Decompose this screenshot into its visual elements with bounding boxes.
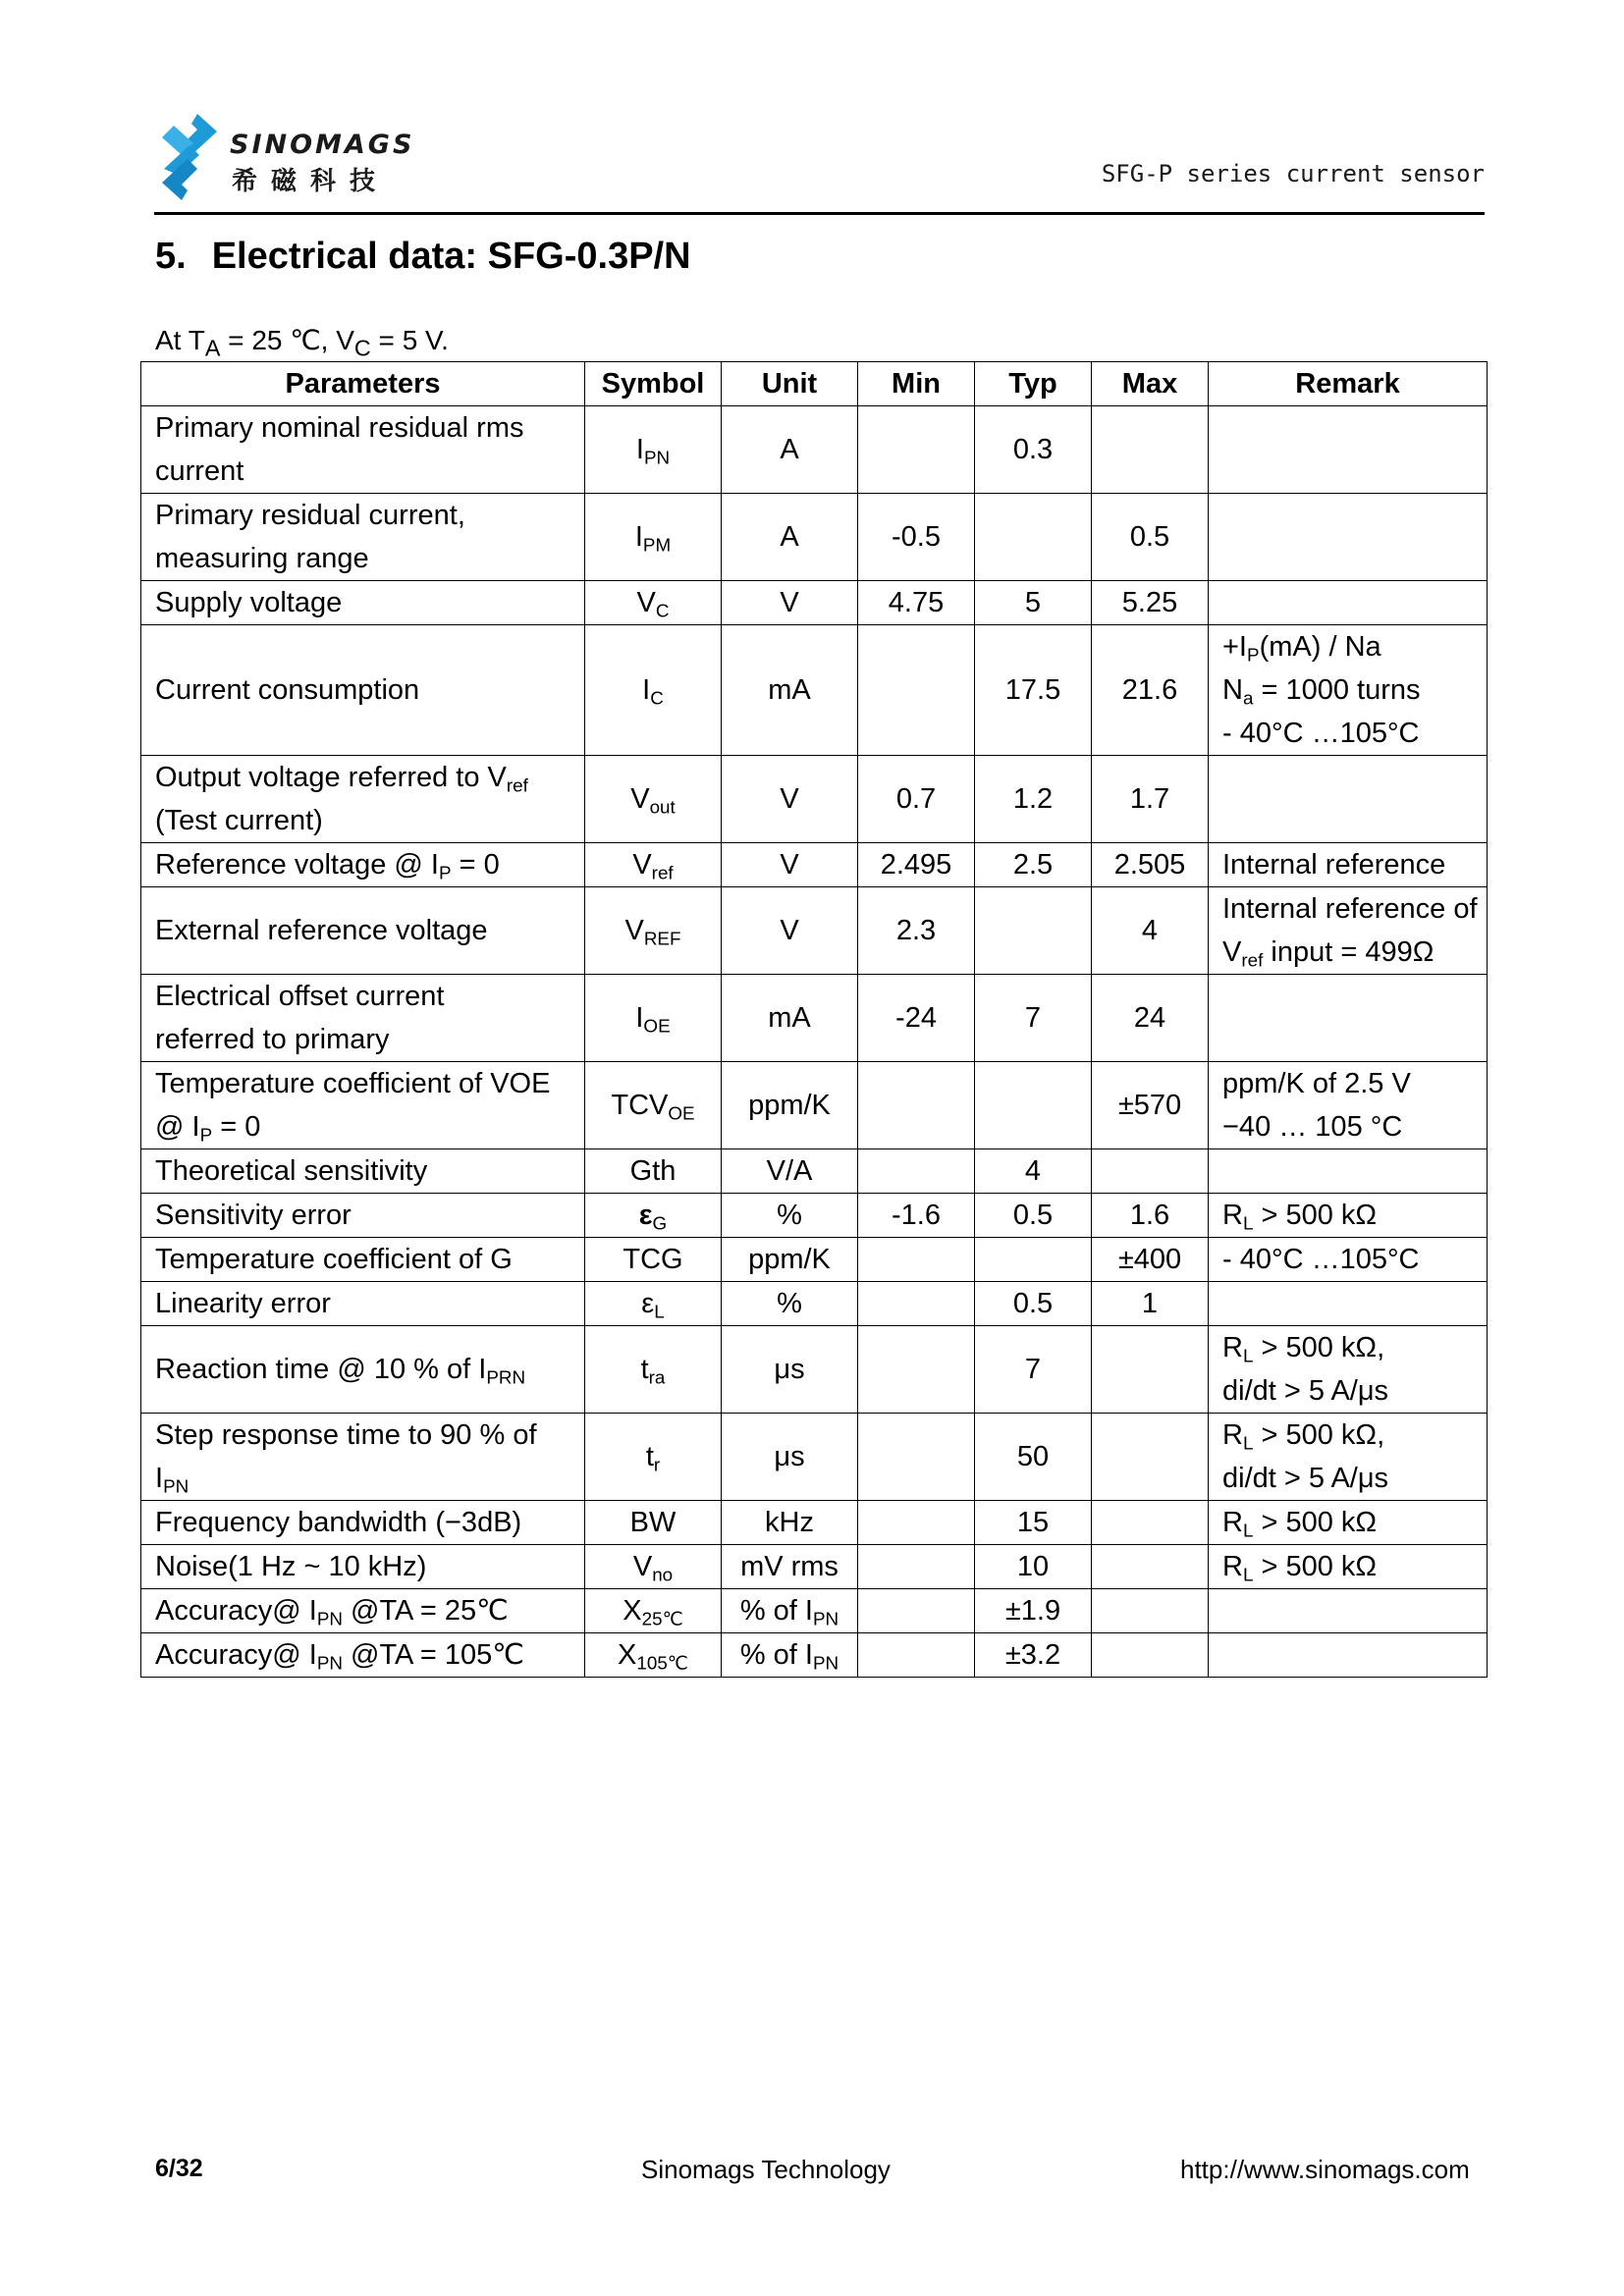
cell-min [858, 1545, 975, 1589]
cell-max [1092, 1414, 1209, 1501]
cell-symbol: $X_{105℃}$ [585, 1633, 722, 1678]
cell-symbol: $\varepsilon_L$ [585, 1282, 722, 1326]
table-header-row [141, 362, 1488, 406]
table-row [141, 1238, 1488, 1282]
cell-symbol: $V_C$ [585, 581, 722, 625]
cell-min [858, 1326, 975, 1414]
cell-unit: mA [722, 625, 858, 756]
cell-typ: 17.5 [975, 625, 1092, 756]
cell-typ: 4 [975, 1149, 1092, 1194]
cell-param: Temperature coefficient of VOE @ $I_P = 0$ [141, 1062, 585, 1149]
section-title-text: Electrical data: SFG-0.3P/N [211, 236, 691, 277]
cell-unit: % [722, 1194, 858, 1238]
cell-remark [1209, 494, 1488, 581]
cell-remark: - 40°C …105°C [1209, 1238, 1488, 1282]
cell-min [858, 1062, 975, 1149]
footer-url[interactable]: http://www.sinomags.com [1180, 2155, 1470, 2184]
cell-param: Output voltage referred to $V_{ref}$ (Test current) [141, 756, 585, 843]
cell-param: Linearity error [141, 1282, 585, 1326]
cell-max [1092, 1545, 1209, 1589]
cell-param: Reaction time @ 10 % of $I_{PRN}$ [141, 1326, 585, 1414]
cell-unit: ppm/K [722, 1062, 858, 1149]
cell-param: Theoretical sensitivity [141, 1149, 585, 1194]
cell-unit: V [722, 581, 858, 625]
cell-unit: μs [722, 1414, 858, 1501]
cell-typ: 50 [975, 1414, 1092, 1501]
cell-min [858, 625, 975, 756]
cell-typ: 0.3 [975, 406, 1092, 494]
table-row [141, 843, 1488, 887]
cell-unit: % of $I_{PN}$ [722, 1589, 858, 1633]
cell-symbol: $t_{ra}$ [585, 1326, 722, 1414]
cell-remark: ppm/K of 2.5 V −40 … 105 °C [1209, 1062, 1488, 1149]
footer-company: Sinomags Technology [641, 2155, 891, 2184]
cell-param: Supply voltage [141, 581, 585, 625]
cell-typ: 15 [975, 1501, 1092, 1545]
cell-max: 24 [1092, 975, 1209, 1062]
table-row [141, 1545, 1488, 1589]
cell-remark [1209, 1633, 1488, 1678]
cell-typ: ±3.2 [975, 1633, 1092, 1678]
cell-min [858, 1149, 975, 1194]
cell-max: 1.6 [1092, 1194, 1209, 1238]
cell-param: Accuracy@ $I_{PN}$ @TA = 25℃ [141, 1589, 585, 1633]
cell-param: Frequency bandwidth (−3dB) [141, 1501, 585, 1545]
cell-symbol: Gth [585, 1149, 722, 1194]
cell-typ [975, 1238, 1092, 1282]
cell-remark [1209, 1589, 1488, 1633]
table-row [141, 494, 1488, 581]
cell-symbol: $\varepsilon_G$ [585, 1194, 722, 1238]
cell-typ: 7 [975, 975, 1092, 1062]
section-number: 5. [155, 236, 187, 277]
cell-symbol: BW [585, 1501, 722, 1545]
cell-symbol: $X_{25℃}$ [585, 1589, 722, 1633]
cell-param: Reference voltage @ $I_P = 0$ [141, 843, 585, 887]
cell-symbol: $t_r$ [585, 1414, 722, 1501]
cell-remark: $R_L > 500$ kΩ [1209, 1501, 1488, 1545]
cell-symbol: $I_{PN}$ [585, 406, 722, 494]
table-body [141, 406, 1488, 1678]
cell-min: -24 [858, 975, 975, 1062]
table-row [141, 887, 1488, 975]
cell-unit: % of $I_{PN}$ [722, 1633, 858, 1678]
table-row [141, 1633, 1488, 1678]
section-title [155, 236, 691, 278]
cell-param: Step response time to 90 % of $I_{PN}$ [141, 1414, 585, 1501]
cell-min [858, 1414, 975, 1501]
cell-max: 2.505 [1092, 843, 1209, 887]
cell-typ: 0.5 [975, 1282, 1092, 1326]
cell-min [858, 406, 975, 494]
cell-min: 2.495 [858, 843, 975, 887]
cell-typ: 5 [975, 581, 1092, 625]
table-row [141, 1062, 1488, 1149]
cell-typ [975, 494, 1092, 581]
cell-typ: 7 [975, 1326, 1092, 1414]
cell-symbol: $I_{OE}$ [585, 975, 722, 1062]
cell-typ: ±1.9 [975, 1589, 1092, 1633]
cell-unit: V [722, 756, 858, 843]
company-logo [154, 110, 415, 208]
column-header-remark: Remark [1209, 362, 1488, 406]
cell-unit: ppm/K [722, 1238, 858, 1282]
table-row [141, 1149, 1488, 1194]
column-header-unit: Unit [722, 362, 858, 406]
cell-typ [975, 887, 1092, 975]
cell-min: -1.6 [858, 1194, 975, 1238]
cell-max: 0.5 [1092, 494, 1209, 581]
cell-remark: $R_L > 500$ kΩ [1209, 1194, 1488, 1238]
cell-max [1092, 406, 1209, 494]
cell-remark [1209, 406, 1488, 494]
table-row [141, 756, 1488, 843]
cell-max [1092, 1501, 1209, 1545]
cell-max [1092, 1149, 1209, 1194]
cell-max: 5.25 [1092, 581, 1209, 625]
cell-unit: A [722, 406, 858, 494]
cell-remark: $+I_P(mA) / Na$ $N_a = 1000$ turns - 40°C …105°C [1209, 625, 1488, 756]
cell-typ: 10 [975, 1545, 1092, 1589]
electrical-data-table [140, 361, 1488, 1678]
logo-chinese-name: 希磁科技 [232, 167, 390, 196]
table-row [141, 1326, 1488, 1414]
table-row [141, 581, 1488, 625]
table-row [141, 625, 1488, 756]
cell-max [1092, 1589, 1209, 1633]
page-number: 6/32 [155, 2155, 203, 2182]
document-header-title: SFG-P series current sensor [1101, 160, 1485, 187]
cell-typ: 0.5 [975, 1194, 1092, 1238]
column-header-typ: Typ [975, 362, 1092, 406]
cell-max: 1.7 [1092, 756, 1209, 843]
cell-param: Primary residual current, measuring range [141, 494, 585, 581]
header-divider [154, 212, 1485, 215]
cell-remark: $R_L > 500$ kΩ [1209, 1545, 1488, 1589]
column-header-min: Min [858, 362, 975, 406]
table-row [141, 1282, 1488, 1326]
cell-symbol: $TCV_{OE}$ [585, 1062, 722, 1149]
cell-symbol: $V_{no}$ [585, 1545, 722, 1589]
cell-min [858, 1238, 975, 1282]
cell-param: Current consumption [141, 625, 585, 756]
cell-min [858, 1282, 975, 1326]
cell-min [858, 1633, 975, 1678]
cell-unit: mV rms [722, 1545, 858, 1589]
cell-symbol: $I_{PM}$ [585, 494, 722, 581]
logo-wordmark: SINOMAGS [230, 130, 415, 160]
column-header-parameters: Parameters [141, 362, 585, 406]
cell-param: Sensitivity error [141, 1194, 585, 1238]
sinomags-logo-icon [154, 110, 225, 204]
cell-unit: μs [722, 1326, 858, 1414]
cell-min: 4.75 [858, 581, 975, 625]
cell-max: ±570 [1092, 1062, 1209, 1149]
cell-max: ±400 [1092, 1238, 1209, 1282]
cell-remark: $R_L > 500$ kΩ, di/dt > 5 A/μs [1209, 1326, 1488, 1414]
cell-max: 4 [1092, 887, 1209, 975]
cell-max [1092, 1633, 1209, 1678]
cell-remark: Internal reference [1209, 843, 1488, 887]
cell-symbol: $I_C$ [585, 625, 722, 756]
table-header [141, 362, 1488, 406]
cell-unit: A [722, 494, 858, 581]
cell-symbol: $V_{out}$ [585, 756, 722, 843]
column-header-symbol: Symbol [585, 362, 722, 406]
cell-param: External reference voltage [141, 887, 585, 975]
column-header-max: Max [1092, 362, 1209, 406]
cell-remark: Internal reference of $V_{ref}$ input = 499Ω [1209, 887, 1488, 975]
cell-param: Electrical offset current referred to primary [141, 975, 585, 1062]
cell-max: 1 [1092, 1282, 1209, 1326]
cell-symbol: TCG [585, 1238, 722, 1282]
cell-unit: kHz [722, 1501, 858, 1545]
test-conditions: At $T_A = 25$ ℃, $V_C = 5$ V. [155, 325, 449, 361]
table-row [141, 1414, 1488, 1501]
cell-unit: V [722, 887, 858, 975]
cell-param: Primary nominal residual rms current [141, 406, 585, 494]
cell-unit: mA [722, 975, 858, 1062]
cell-symbol: $V_{ref}$ [585, 843, 722, 887]
cell-max [1092, 1326, 1209, 1414]
cell-unit: % [722, 1282, 858, 1326]
cell-typ: 2.5 [975, 843, 1092, 887]
cell-remark [1209, 1149, 1488, 1194]
cell-param: Temperature coefficient of G [141, 1238, 585, 1282]
table-row [141, 406, 1488, 494]
table-row [141, 1589, 1488, 1633]
cell-min: -0.5 [858, 494, 975, 581]
table-row [141, 1501, 1488, 1545]
cell-remark [1209, 975, 1488, 1062]
cell-remark [1209, 756, 1488, 843]
cell-min: 2.3 [858, 887, 975, 975]
cell-remark: $R_L > 500$ kΩ, di/dt > 5 A/μs [1209, 1414, 1488, 1501]
cell-typ: 1.2 [975, 756, 1092, 843]
cell-symbol: $V_{REF}$ [585, 887, 722, 975]
cell-param: Noise(1 Hz ~ 10 kHz) [141, 1545, 585, 1589]
cell-min [858, 1589, 975, 1633]
cell-max: 21.6 [1092, 625, 1209, 756]
cell-min: 0.7 [858, 756, 975, 843]
table-row [141, 1194, 1488, 1238]
table-row [141, 975, 1488, 1062]
cell-param: Accuracy@ $I_{PN}$ @TA = 105℃ [141, 1633, 585, 1678]
cell-unit: V [722, 843, 858, 887]
cell-typ [975, 1062, 1092, 1149]
cell-remark [1209, 581, 1488, 625]
cell-min [858, 1501, 975, 1545]
cell-unit: V/A [722, 1149, 858, 1194]
cell-remark [1209, 1282, 1488, 1326]
